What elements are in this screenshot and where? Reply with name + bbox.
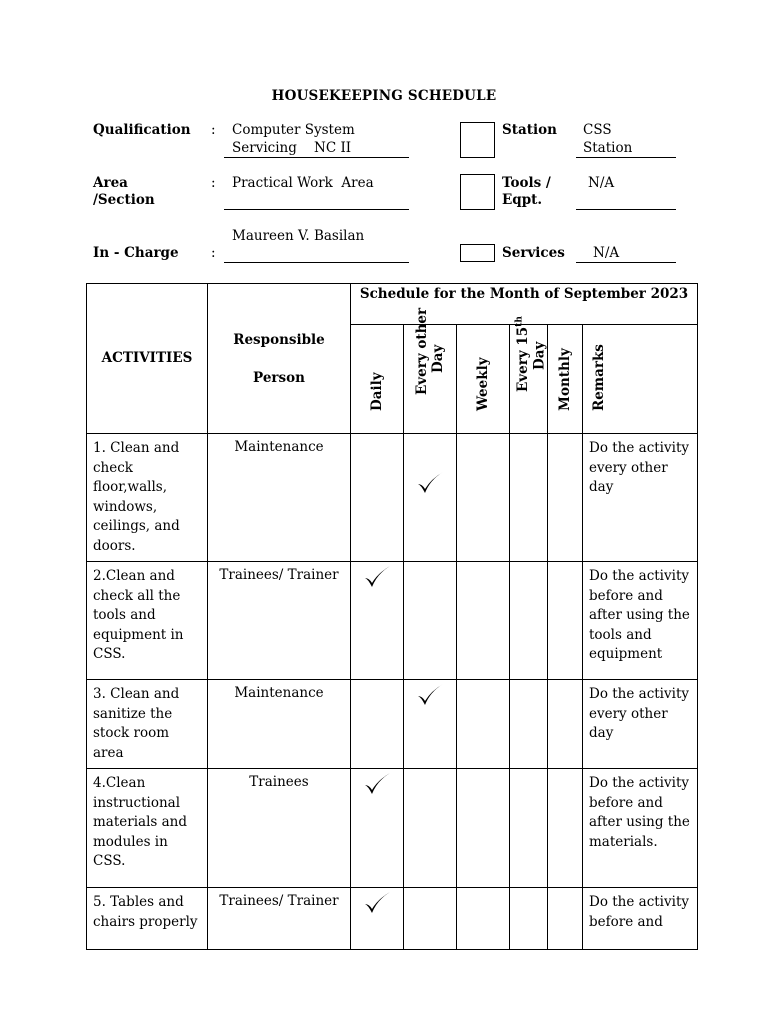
responsible-header xyxy=(208,284,351,434)
table-row xyxy=(87,680,698,769)
checkmark-icon xyxy=(415,470,445,496)
area-label-line2: /Section xyxy=(93,192,155,208)
responsible-cell: Trainees/ Trainer xyxy=(208,888,351,950)
frequency-cell-monthly xyxy=(548,769,583,888)
frequency-cell-daily xyxy=(351,562,404,680)
checkmark-path xyxy=(418,472,443,493)
frequency-cell-weekly xyxy=(457,680,510,769)
checkmark-path xyxy=(365,773,390,794)
incharge-value: Maureen V. Basilan xyxy=(232,228,365,244)
station-value-line1: CSS xyxy=(583,122,612,138)
services-label: Services xyxy=(502,245,565,261)
table-row xyxy=(87,434,698,562)
schedule-header: Schedule for the Month of September 2023 xyxy=(351,284,698,325)
table-row xyxy=(87,888,698,950)
frequency-cell-daily xyxy=(351,434,404,562)
responsible-cell: Maintenance xyxy=(208,434,351,562)
every15-suffix: Day xyxy=(530,341,547,370)
frequency-cell-every-15th-day xyxy=(510,434,548,562)
incharge-colon: : xyxy=(211,245,216,261)
checkmark-path xyxy=(365,566,390,587)
area-colon: : xyxy=(211,175,216,191)
checkmark-icon xyxy=(362,890,392,916)
every-other-line1: Every other xyxy=(414,307,430,395)
col-monthly-header: Monthly xyxy=(548,325,583,434)
checkmark-icon xyxy=(362,771,392,797)
table-row xyxy=(87,562,698,680)
services-value: N/A xyxy=(593,245,620,261)
services-checkbox[interactable] xyxy=(460,244,495,262)
frequency-cell-weekly xyxy=(457,434,510,562)
tools-checkbox[interactable] xyxy=(460,174,495,210)
table-row xyxy=(87,769,698,888)
remarks-cell: Do the activity before and after using the tools and equipment xyxy=(583,562,698,680)
col-weekly-header: Weekly xyxy=(457,325,510,434)
station-label: Station xyxy=(502,122,557,138)
services-underline xyxy=(576,262,676,263)
tools-value: N/A xyxy=(588,175,615,191)
frequency-cell-monthly xyxy=(548,888,583,950)
checkmark-icon xyxy=(415,682,445,708)
frequency-cell-weekly xyxy=(457,769,510,888)
remarks-cell: Do the activity before and after using the materials. xyxy=(583,769,698,888)
frequency-cell-weekly xyxy=(457,888,510,950)
frequency-cell-daily xyxy=(351,888,404,950)
activity-cell: 4.Clean instructional materials and modules in CSS. xyxy=(87,769,208,888)
frequency-cell-every-other-day xyxy=(404,434,457,562)
tools-underline xyxy=(576,209,676,210)
frequency-cell-every-other-day xyxy=(404,562,457,680)
checkmark-path xyxy=(418,684,443,705)
frequency-cell-every-other-day xyxy=(404,888,457,950)
every15-prefix: Every 15 xyxy=(514,326,531,392)
frequency-cell-monthly xyxy=(548,680,583,769)
incharge-underline xyxy=(224,262,409,263)
col-remarks-header: Remarks xyxy=(583,325,698,434)
responsible-cell: Trainees/ Trainer xyxy=(208,562,351,680)
frequency-cell-daily xyxy=(351,769,404,888)
every15-sup: th xyxy=(513,315,524,327)
frequency-cell-every-other-day xyxy=(404,680,457,769)
frequency-cell-every-15th-day xyxy=(510,562,548,680)
station-underline xyxy=(576,157,676,158)
frequency-cell-daily xyxy=(351,680,404,769)
frequency-cell-every-other-day xyxy=(404,769,457,888)
qualification-value-line1: Computer System xyxy=(232,122,355,138)
responsible-cell: Trainees xyxy=(208,769,351,888)
qualification-underline xyxy=(224,157,409,158)
remarks-cell: Do the activity every other day xyxy=(583,434,698,562)
activity-cell: 2.Clean and check all the tools and equipment in CSS. xyxy=(87,562,208,680)
activity-cell: 3. Clean and sanitize the stock room area xyxy=(87,680,208,769)
every-other-line2: Day xyxy=(430,344,446,373)
qualification-colon: : xyxy=(211,122,216,138)
remarks-cell: Do the activity every other day xyxy=(583,680,698,769)
checkmark-icon xyxy=(362,564,392,590)
document-title: HOUSEKEEPING SCHEDULE xyxy=(271,88,497,104)
area-underline xyxy=(224,209,409,210)
col-every-other-day-header xyxy=(404,307,457,434)
tools-label-line2: Eqpt. xyxy=(502,192,543,208)
col-daily-header: Daily xyxy=(351,325,404,434)
incharge-label: In - Charge xyxy=(93,245,179,261)
tools-label-line1: Tools / xyxy=(502,175,551,191)
activity-cell: 1. Clean and check floor,walls, windows, ceilings, and doors. xyxy=(87,434,208,562)
responsible-header-line1: Responsible xyxy=(233,331,325,348)
activities-header: ACTIVITIES xyxy=(87,284,208,434)
area-value: Practical Work Area xyxy=(232,175,374,191)
checkmark-path xyxy=(365,892,390,913)
responsible-cell: Maintenance xyxy=(208,680,351,769)
station-value-line2: Station xyxy=(583,140,633,156)
frequency-cell-weekly xyxy=(457,562,510,680)
col-every-15th-day-header xyxy=(510,315,548,434)
area-label-line1: Area xyxy=(93,175,128,191)
schedule-table xyxy=(86,283,698,950)
qualification-label: Qualification xyxy=(93,122,191,138)
frequency-cell-every-15th-day xyxy=(510,680,548,769)
activity-cell: 5. Tables and chairs properly xyxy=(87,888,208,950)
frequency-cell-every-15th-day xyxy=(510,769,548,888)
station-checkbox[interactable] xyxy=(460,122,495,158)
frequency-cell-monthly xyxy=(548,434,583,562)
remarks-cell: Do the activity before and xyxy=(583,888,698,950)
frequency-cell-every-15th-day xyxy=(510,888,548,950)
qualification-value-line2: Servicing NC II xyxy=(232,140,352,156)
frequency-cell-monthly xyxy=(548,562,583,680)
responsible-header-line2: Person xyxy=(253,369,305,386)
